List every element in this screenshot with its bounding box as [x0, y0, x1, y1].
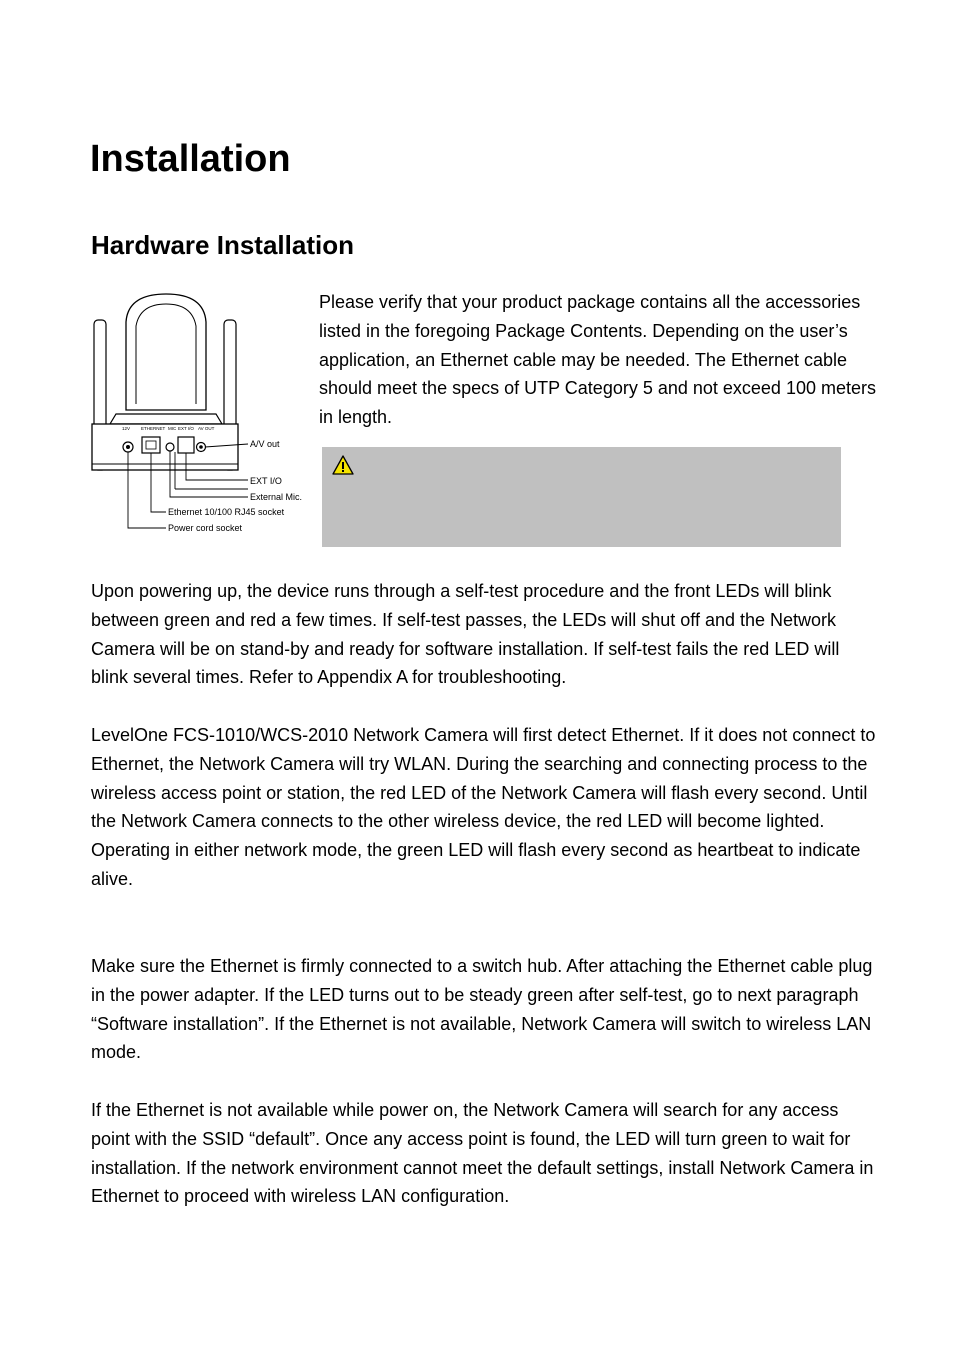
port-label-ethernet: ETHERNET: [141, 426, 166, 431]
port-label-mic: MIC: [168, 426, 177, 431]
ethernet-socket: [142, 437, 160, 453]
label-power: Power cord socket: [168, 523, 243, 533]
port-label-extio: EXT I/O: [178, 426, 194, 431]
label-av-out: A/V out: [250, 439, 280, 449]
camera-head: [126, 294, 206, 410]
label-ethernet: Ethernet 10/100 RJ45 socket: [168, 507, 285, 517]
paragraph-self-test: Upon powering up, the device runs through a self-test procedure and the front LEDs will blink between green and red a few times. If self-test passes, the LEDs will shut off and the Network Camera will be on stand-by and ready for software installation. If self-test fails the red LED will blink several times. Refer to Appendix A for troubleshooting.: [91, 581, 840, 688]
port-label-12v: 12V: [122, 426, 131, 431]
intro-paragraph: Please verify that your product package contains all the accessories listed in the foregoing Package Contents. Depending on the user’s application, an Ethernet cable may be needed. The Ethernet cable should meet the specs of UTP Category 5 and not exceed 100 meters in length.: [319, 292, 876, 428]
paragraph-ethernet: Make sure the Ethernet is firmly connected to a switch hub. After attaching the Ethernet cable plug in the power adapter. If the LED turns out to be steady green after self-test, go to next paragraph “Software installation”. If the Ethernet is not available, Network Camera will switch to wireless LAN mode.: [91, 956, 873, 1063]
warning-icon: [332, 455, 354, 475]
port-label-avout: AV OUT: [198, 426, 215, 431]
extio-socket: [178, 437, 194, 453]
mic-socket: [166, 443, 174, 451]
label-ext-mic: External Mic.: [250, 492, 303, 502]
paragraph-network-detect: LevelOne FCS-1010/WCS-2010 Network Camera will first detect Ethernet. If it does not connect to Ethernet, the Network Camera will try WLAN. During the searching and connecting process to the wireless access point or station, the red LED of the Network Camera will flash every second. Until the Network Camera connects to the other wireless device, the red LED will become lighted. Operating in either network mode, the green LED will flash every second as heartbeat to indicate alive.: [91, 725, 876, 889]
section-title: Hardware Installation: [91, 230, 354, 260]
note-box: [322, 447, 841, 547]
page-title: Installation: [90, 138, 291, 180]
camera-rear-diagram: [88, 292, 313, 538]
paragraph-wireless: If the Ethernet is not available while power on, the Network Camera will search for any access point with the SSID “default”. Once any access point is found, the LED will turn green to wait for installation. If the network environment cannot meet the default settings, install Network Camera in Ethernet to proceed with wireless LAN configuration.: [91, 1100, 874, 1207]
label-ext-io: EXT I/O: [250, 476, 282, 486]
